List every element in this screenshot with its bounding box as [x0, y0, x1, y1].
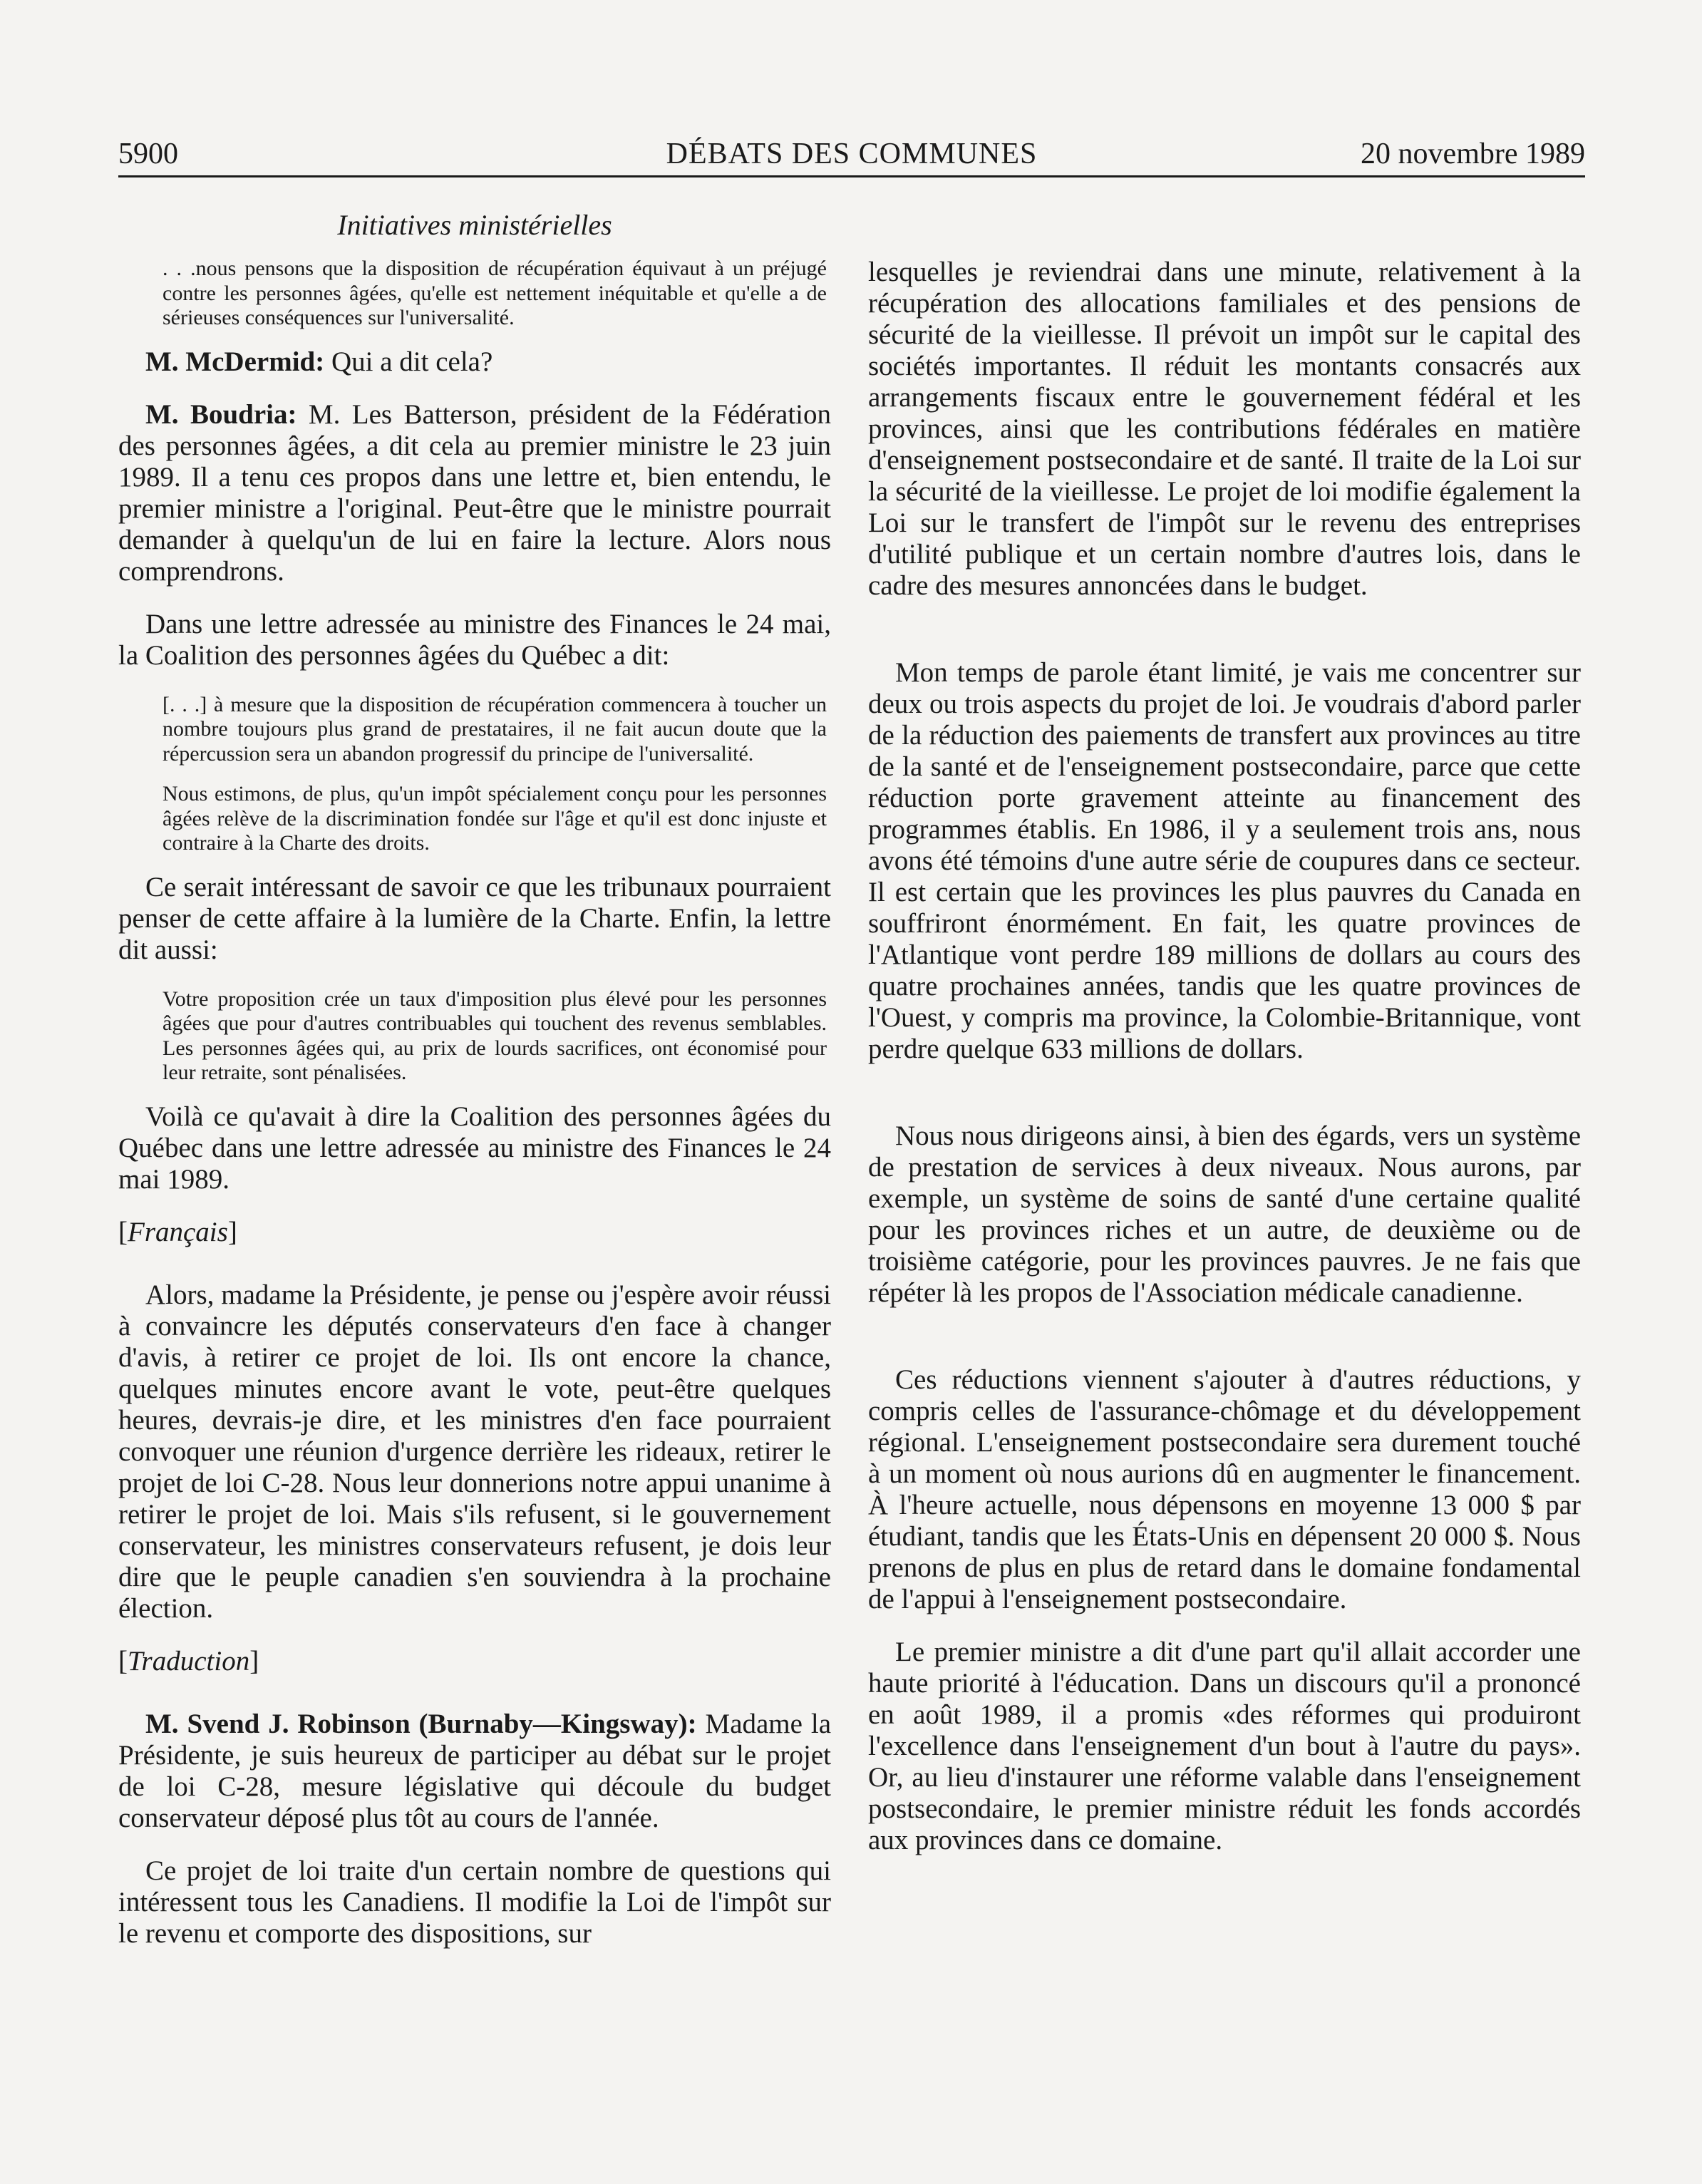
speech-text: Qui a dit cela?: [324, 346, 493, 377]
publication-date: 20 novembre 1989: [1361, 138, 1585, 170]
publication-title: DÉBATS DES COMMUNES: [666, 138, 1038, 170]
paragraph: [118, 346, 831, 378]
language-marker-label: Français: [128, 1216, 228, 1247]
running-header: [118, 137, 1585, 177]
paragraph: Voilà ce qu'avait à dire la Coalition des personnes âgées du Québec dans une lettre adressée au ministre des Finances le 24 mai 1989.: [118, 1101, 831, 1195]
speech-text: Madame la Présidente, je suis heureux de participer au débat sur le projet de loi C-28, mesure législative qui découle du budget conservateur déposé plus tôt au cours de l'année.: [118, 1708, 831, 1833]
paragraph: [118, 1709, 831, 1834]
paragraph: Ce serait intéressant de savoir ce que les tribunaux pourraient penser de cette affaire à la lumière de la Charte. Enfin, la lettre dit aussi:: [118, 871, 831, 965]
left-column: [118, 257, 831, 1971]
page-number: 5900: [118, 138, 178, 170]
header-rule: [118, 175, 1585, 177]
paragraph: Alors, madame la Présidente, je pense ou j'espère avoir réussi à convaincre les députés conservateurs d'en face à changer d'avis, à retirer ce projet de loi. Ils ont encore la chance, quelques minutes encore avant le vote, peut-être quelques heures, devrais-je dire, et les ministres d'en face pourraient convoquer une réunion d'urgence derrière les rideaux, retirer le projet de loi C-28. Nous leur donnerions notre appui unanime à retirer le projet de loi. Mais s'ils refusent, si le gouvernement conservateur, les ministres conservateurs refusent, je dois leur dire que le peuple canadien s'en souviendra à la prochaine élection.: [118, 1279, 831, 1624]
paragraph: Le premier ministre a dit d'une part qu'il allait accorder une haute priorité à l'éducation. Dans un discours qu'il a prononcé en août 1989, il a promis «des réformes qui produiront l'excellence dans l'enseignement d'un bout à l'autre du pays». Or, au lieu d'instaurer une réforme valable dans l'enseignement postsecondaire, le premier ministre réduit les fonds accordés aux provinces dans ce domaine.: [868, 1637, 1581, 1855]
language-marker: [Français]: [118, 1216, 237, 1247]
quote-block: . . .nous pensons que la disposition de récupération équivaut à un préjugé contre les personnes âgées, qu'elle est nettement inéquitable et qu'elle a de sérieuses conséquences sur l'universalité.: [163, 257, 827, 329]
quote-block: Nous estimons, de plus, qu'un impôt spécialement conçu pour les personnes âgées relève de la discrimination fondée sur l'âge et qu'il est donc injuste et contraire à la Charte des droits.: [163, 782, 827, 855]
section-tag: Initiatives ministérielles: [337, 209, 612, 241]
quote-block: Votre proposition crée un taux d'imposition plus élevé pour les personnes âgées que pour d'autres contribuables qui touchent des revenus semblables. Les personnes âgées qui, au prix de lourds sacrifices, ont économisé pour leur retraite, sont pénalisées.: [163, 987, 827, 1084]
paragraph: Mon temps de parole étant limité, je vais me concentrer sur deux ou trois aspects du projet de loi. Je voudrais d'abord parler de la réduction des paiements de transfert aux provinces au titre de la santé et de l'enseignement postsecondaire, parce que cette réduction porte gravement atteinte au financement des programmes établis. En 1986, il y a seulement trois ans, nous avons été témoins d'une autre série de coupures dans ce secteur. Il est certain que les provinces les plus pauvres du Canada en souffriront énormément. En fait, les quatre provinces de l'Atlantique vont perdre 189 millions de dollars au cours des quatre prochaines années, tandis que les quatre provinces de l'Ouest, y compris ma province, la Colombie-Britannique, vont perdre quelque 633 millions de dollars.: [868, 657, 1581, 1064]
paragraph: Dans une lettre adressée au ministre des Finances le 24 mai, la Coalition des personnes âgées du Québec a dit:: [118, 608, 831, 671]
paragraph: [118, 399, 831, 587]
quote-block: [. . .] à mesure que la disposition de récupération commencera à toucher un nombre toujours plus grand de prestataires, il ne fait aucun doute que la répercussion sera un abandon progressif du principe de l'universalité.: [163, 692, 827, 766]
speaker-name: M. Svend J. Robinson (Burnaby—Kingsway):: [145, 1708, 697, 1739]
language-marker-label: Traduction: [128, 1645, 250, 1676]
paragraph: Ces réductions viennent s'ajouter à d'autres réductions, y compris celles de l'assurance-chômage et du développement régional. L'enseignement postsecondaire sera durement touché à un moment où nous aurions dû en augmenter le financement. À l'heure actuelle, nous dépensons en moyenne 13 000 $ par étudiant, tandis que les États-Unis en dépensent 20 000 $. Nous prenons de plus en plus de retard dans le domaine fondamental de l'appui à l'enseignement postsecondaire.: [868, 1364, 1581, 1614]
paragraph: Nous nous dirigeons ainsi, à bien des égards, vers un système de prestation de services à deux niveaux. Nous aurons, par exemple, un système de soins de santé d'une certaine qualité pour les provinces riches et un autre, de deuxième ou de troisième catégorie, pour les provinces pauvres. Je ne fais que répéter là les propos de l'Association médicale canadienne.: [868, 1121, 1581, 1308]
paragraph: Ce projet de loi traite d'un certain nombre de questions qui intéressent tous les Canadiens. Il modifie la Loi de l'impôt sur le revenu et comporte des dispositions, sur: [118, 1855, 831, 1949]
speaker-name: M. McDermid:: [145, 346, 325, 377]
language-marker: [Traduction]: [118, 1645, 259, 1676]
paragraph: lesquelles je reviendrai dans une minute, relativement à la récupération des allocations familiales et des pensions de sécurité de la vieillesse. Il prévoit un impôt sur le capital des sociétés importantes. Il réduit les montants consacrés aux arrangements fiscaux entre le gouvernement fédéral et les provinces, ainsi que les contributions fédérales en matière d'enseignement postsecondaire et de santé. Il traite de la Loi sur la sécurité de la vieillesse. Le projet de loi modifie également la Loi sur le transfert de l'impôt sur le revenu des entreprises d'utilité publique et un certain nombre d'autres lois, dans le cadre des mesures annoncées dans le budget.: [868, 257, 1581, 601]
right-column: [868, 257, 1581, 1877]
speech-text: M. Les Batterson, président de la Fédération des personnes âgées, a dit cela au premier ministre le 23 juin 1989. Il a tenu ces propos dans une lettre et, bien entendu, le premier ministre a l'original. Peut-être que le ministre pourrait demander à quelqu'un de lui en faire la lecture. Alors nous comprendrons.: [118, 398, 831, 587]
speaker-name: M. Boudria:: [145, 398, 297, 430]
